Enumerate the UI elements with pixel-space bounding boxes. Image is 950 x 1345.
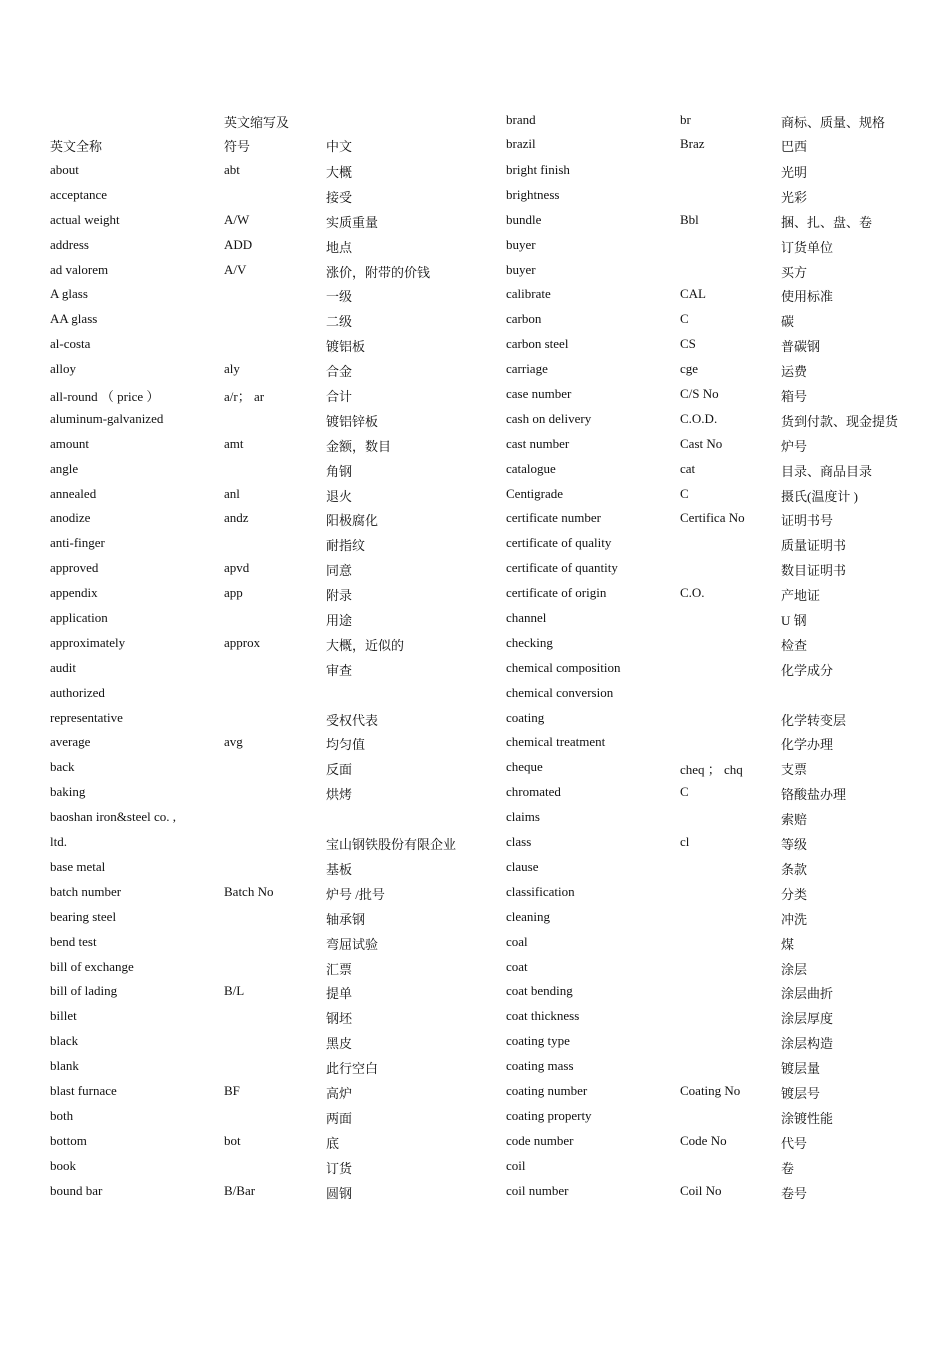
term-chinese: 订货 bbox=[326, 1160, 353, 1176]
term-chinese: 巴西 bbox=[781, 139, 808, 154]
term-abbreviation: CS bbox=[680, 336, 696, 352]
term-english: anti-finger bbox=[50, 535, 105, 551]
term-english: code number bbox=[506, 1132, 574, 1148]
term-english: al-costa bbox=[50, 336, 91, 352]
term-chinese: 货到付款、现金提货 bbox=[781, 413, 899, 429]
term-english: certificate of origin bbox=[506, 585, 607, 601]
term-abbreviation: cat bbox=[680, 460, 696, 476]
term-english: approved bbox=[50, 560, 99, 576]
term-english: coat thickness bbox=[506, 1008, 580, 1024]
term-chinese: 金额，数目 bbox=[326, 438, 392, 454]
term-chinese: 此行空白 bbox=[326, 1061, 379, 1077]
term-english: chemical composition bbox=[506, 659, 621, 675]
term-chinese: 买方 bbox=[781, 264, 808, 280]
term-chinese: 高炉 bbox=[326, 1085, 353, 1101]
term-abbreviation: apvd bbox=[224, 560, 250, 576]
term-abbreviation: cge bbox=[680, 361, 699, 377]
term-english: bill of lading bbox=[50, 983, 118, 999]
term-english: aluminum-galvanized bbox=[50, 410, 164, 426]
term-chinese: 实质重量 bbox=[326, 214, 379, 230]
term-english: certificate number bbox=[506, 510, 601, 526]
term-english: certificate of quantity bbox=[506, 560, 618, 576]
term-chinese: 目录、商品目录 bbox=[781, 463, 873, 479]
term-chinese: 退火 bbox=[326, 488, 353, 504]
term-chinese: 镀铝板 bbox=[326, 339, 366, 355]
term-chinese: 烘烤 bbox=[326, 787, 353, 803]
term-chinese: 卷号 bbox=[781, 1185, 808, 1201]
term-chinese: 钢坯 bbox=[326, 1011, 353, 1027]
term-chinese: 质量证明书 bbox=[781, 538, 847, 554]
term-chinese: 接受 bbox=[326, 189, 353, 205]
term-chinese: 冲洗 bbox=[781, 911, 808, 927]
term-chinese: 炉号 /批号 bbox=[326, 886, 385, 902]
term-english: audit bbox=[50, 659, 76, 675]
term-abbreviation: Coil No bbox=[680, 1182, 722, 1198]
term-chinese: 碳 bbox=[781, 314, 795, 330]
term-english: book bbox=[50, 1157, 76, 1173]
term-english: case number bbox=[506, 386, 572, 402]
term-english: bound bar bbox=[50, 1182, 103, 1198]
term-english: coating number bbox=[506, 1082, 588, 1098]
term-abbreviation: B/L bbox=[224, 983, 245, 999]
term-chinese: 产地证 bbox=[781, 588, 821, 604]
term-english: all-round （ price ） bbox=[50, 389, 160, 405]
term-chinese: 镀层号 bbox=[781, 1085, 821, 1101]
term-abbreviation: BF bbox=[224, 1082, 240, 1098]
term-english: coating mass bbox=[506, 1058, 574, 1074]
term-abbreviation: amt bbox=[224, 435, 244, 451]
term-abbreviation: aly bbox=[224, 361, 240, 377]
term-english: address bbox=[50, 236, 89, 252]
term-chinese: 化学转变层 bbox=[781, 712, 847, 728]
term-abbreviation: Bbl bbox=[680, 211, 699, 227]
term-english: average bbox=[50, 734, 91, 750]
term-chinese: 均匀值 bbox=[326, 737, 366, 753]
term-abbreviation: C bbox=[680, 485, 689, 501]
term-english: authorized bbox=[50, 684, 105, 700]
term-english: blank bbox=[50, 1058, 79, 1074]
term-english: cheque bbox=[506, 759, 543, 775]
term-english: both bbox=[50, 1107, 74, 1123]
term-abbreviation: C.O. bbox=[680, 585, 705, 601]
term-english: chemical treatment bbox=[506, 734, 606, 750]
term-abbreviation: A/W bbox=[224, 211, 250, 227]
term-english: bill of exchange bbox=[50, 958, 134, 974]
term-abbreviation: Cast No bbox=[680, 435, 723, 451]
term-chinese: 分类 bbox=[781, 886, 808, 902]
term-chinese: 卷 bbox=[781, 1160, 795, 1176]
term-abbreviation: Certifica No bbox=[680, 510, 745, 526]
term-chinese: 地点 bbox=[326, 239, 353, 255]
term-abbreviation: abt bbox=[224, 162, 240, 177]
term-chinese: 合金 bbox=[326, 364, 353, 380]
term-english: A glass bbox=[50, 286, 88, 302]
term-english: back bbox=[50, 759, 75, 775]
term-chinese: 大概 bbox=[326, 165, 353, 180]
term-abbreviation: Code No bbox=[680, 1132, 727, 1148]
term-chinese: 圆钢 bbox=[326, 1185, 353, 1201]
term-english: class bbox=[506, 834, 532, 850]
term-chinese: 合计 bbox=[326, 389, 353, 405]
term-chinese: 附录 bbox=[326, 588, 353, 604]
term-chinese: 捆、扎、盘、卷 bbox=[781, 214, 873, 230]
term-abbreviation: Coating No bbox=[680, 1082, 741, 1098]
header-chinese: 中文 bbox=[326, 139, 353, 154]
term-chinese: 商标、质量、规格 bbox=[781, 115, 886, 130]
term-chinese: 普碳钢 bbox=[781, 339, 821, 355]
term-chinese: 使用标准 bbox=[781, 289, 834, 305]
term-chinese: 一级 bbox=[326, 289, 353, 305]
term-english: checking bbox=[506, 634, 553, 650]
term-chinese: 代号 bbox=[781, 1135, 808, 1151]
term-english: clause bbox=[506, 858, 539, 874]
term-english: coating bbox=[506, 709, 545, 725]
term-english: bend test bbox=[50, 933, 97, 949]
term-english: representative bbox=[50, 709, 123, 725]
term-chinese: 摄氏(温度计 ) bbox=[781, 488, 858, 504]
term-chinese: 煤 bbox=[781, 936, 795, 952]
term-english: certificate of quality bbox=[506, 535, 612, 551]
term-chinese: 涨价，附带的价钱 bbox=[326, 264, 431, 280]
term-english: application bbox=[50, 610, 108, 626]
term-english: chemical conversion bbox=[506, 684, 614, 700]
term-english: coat bbox=[506, 958, 528, 974]
term-abbreviation: C.O.D. bbox=[680, 410, 718, 426]
term-chinese: 涂层构造 bbox=[781, 1036, 834, 1052]
term-chinese: 轴承钢 bbox=[326, 911, 366, 927]
term-chinese: 涂镀性能 bbox=[781, 1110, 834, 1126]
term-english: Centigrade bbox=[506, 485, 564, 501]
term-english: bottom bbox=[50, 1132, 87, 1148]
term-chinese: 光彩 bbox=[781, 189, 808, 205]
term-english: actual weight bbox=[50, 211, 120, 227]
term-english: blast furnace bbox=[50, 1082, 117, 1098]
term-english: AA glass bbox=[50, 311, 98, 327]
term-abbreviation: CAL bbox=[680, 286, 706, 302]
term-abbreviation: app bbox=[224, 585, 243, 601]
term-abbreviation: a/r； ar bbox=[224, 389, 265, 405]
term-abbreviation: C bbox=[680, 311, 689, 327]
term-chinese: 索赔 bbox=[781, 812, 808, 828]
term-chinese: 底 bbox=[326, 1135, 340, 1151]
term-chinese: 两面 bbox=[326, 1110, 353, 1126]
term-chinese: 宝山钢铁股份有限企业 bbox=[326, 837, 457, 853]
term-abbreviation: Braz bbox=[680, 136, 705, 151]
term-abbreviation: anl bbox=[224, 485, 240, 501]
term-abbreviation: Batch No bbox=[224, 883, 274, 899]
term-english: carbon steel bbox=[506, 336, 569, 352]
term-abbreviation: br bbox=[680, 112, 691, 127]
term-chinese: 用途 bbox=[326, 613, 353, 629]
term-chinese: 条款 bbox=[781, 861, 808, 877]
term-english: annealed bbox=[50, 485, 97, 501]
term-abbreviation: C/S No bbox=[680, 386, 719, 402]
term-chinese: 大概，近似的 bbox=[326, 637, 405, 653]
term-chinese: 支票 bbox=[781, 762, 808, 778]
term-chinese: 弯屈试验 bbox=[326, 936, 379, 952]
term-english: classification bbox=[506, 883, 575, 899]
term-chinese: 阳极腐化 bbox=[326, 513, 379, 529]
term-english: bundle bbox=[506, 211, 542, 227]
term-chinese: 镀铝锌板 bbox=[326, 413, 379, 429]
term-chinese: 涂层曲折 bbox=[781, 986, 834, 1002]
term-chinese: 涂层 bbox=[781, 961, 808, 977]
term-english: approximately bbox=[50, 634, 126, 650]
term-abbreviation: approx bbox=[224, 634, 261, 650]
term-chinese: 耐指纹 bbox=[326, 538, 366, 554]
term-english: about bbox=[50, 162, 79, 177]
term-chinese: 铬酸盐办理 bbox=[781, 787, 847, 803]
term-chinese: 受权代表 bbox=[326, 712, 379, 728]
term-chinese: U 钢 bbox=[781, 613, 807, 629]
term-chinese: 光明 bbox=[781, 165, 808, 180]
header-abbr-line2: 符号 bbox=[224, 139, 251, 154]
term-english: channel bbox=[506, 610, 547, 626]
term-english: black bbox=[50, 1033, 79, 1049]
term-english: bearing steel bbox=[50, 908, 117, 924]
term-english: baking bbox=[50, 784, 86, 800]
term-english: batch number bbox=[50, 883, 122, 899]
term-chinese: 炉号 bbox=[781, 438, 808, 454]
term-abbreviation: ADD bbox=[224, 236, 253, 252]
term-chinese: 等级 bbox=[781, 837, 808, 853]
term-english: chromated bbox=[506, 784, 561, 800]
term-abbreviation: A/V bbox=[224, 261, 247, 277]
term-english: cleaning bbox=[506, 908, 551, 924]
term-chinese: 运费 bbox=[781, 364, 808, 380]
term-chinese: 反面 bbox=[326, 762, 353, 778]
term-english: bright finish bbox=[506, 162, 570, 177]
term-chinese: 检查 bbox=[781, 637, 808, 653]
term-chinese: 黑皮 bbox=[326, 1036, 353, 1052]
term-english: alloy bbox=[50, 361, 76, 377]
term-chinese: 订货单位 bbox=[781, 239, 834, 255]
term-abbreviation: B/Bar bbox=[224, 1182, 256, 1198]
term-chinese: 涂层厚度 bbox=[781, 1011, 834, 1027]
term-abbreviation: avg bbox=[224, 734, 243, 750]
term-english: acceptance bbox=[50, 186, 108, 202]
term-chinese: 同意 bbox=[326, 563, 353, 579]
term-english: calibrate bbox=[506, 286, 551, 302]
term-chinese: 化学成分 bbox=[781, 662, 834, 678]
term-english: buyer bbox=[506, 236, 536, 252]
term-chinese: 审查 bbox=[326, 662, 353, 678]
term-english: brazil bbox=[506, 136, 536, 151]
term-english: billet bbox=[50, 1008, 77, 1024]
term-english: angle bbox=[50, 460, 79, 476]
term-english: coat bending bbox=[506, 983, 573, 999]
term-english: coating type bbox=[506, 1033, 570, 1049]
term-english: cast number bbox=[506, 435, 570, 451]
term-chinese: 证明书号 bbox=[781, 513, 834, 529]
term-chinese: 镀层量 bbox=[781, 1061, 821, 1077]
term-chinese: 角钢 bbox=[326, 463, 353, 479]
header-abbr-line1: 英文缩写及 bbox=[224, 115, 290, 130]
term-english: claims bbox=[506, 809, 540, 825]
term-english: ad valorem bbox=[50, 261, 109, 277]
term-chinese: 提单 bbox=[326, 986, 353, 1002]
term-abbreviation: cl bbox=[680, 834, 690, 850]
term-english: buyer bbox=[506, 261, 536, 277]
term-english: amount bbox=[50, 435, 89, 451]
term-english: appendix bbox=[50, 585, 98, 601]
term-english: coal bbox=[506, 933, 528, 949]
term-chinese: 汇票 bbox=[326, 961, 353, 977]
term-abbreviation: andz bbox=[224, 510, 249, 526]
term-english: cash on delivery bbox=[506, 410, 592, 426]
term-abbreviation: cheq ； chq bbox=[680, 762, 743, 778]
header-full-name: 英文全称 bbox=[50, 139, 103, 154]
term-english: carbon bbox=[506, 311, 542, 327]
term-english: baoshan iron&steel co. , bbox=[50, 809, 176, 825]
term-chinese: 二级 bbox=[326, 314, 353, 330]
term-chinese: 化学办理 bbox=[781, 737, 834, 753]
term-english: coil bbox=[506, 1157, 526, 1173]
term-english: brand bbox=[506, 112, 536, 127]
term-english: base metal bbox=[50, 858, 106, 874]
term-chinese: 数目证明书 bbox=[781, 563, 847, 579]
term-english: coil number bbox=[506, 1182, 569, 1198]
term-english: brightness bbox=[506, 186, 560, 202]
term-chinese: 箱号 bbox=[781, 389, 808, 405]
term-abbreviation: bot bbox=[224, 1132, 241, 1148]
term-english: catalogue bbox=[506, 460, 556, 476]
term-english: ltd. bbox=[50, 834, 67, 850]
term-abbreviation: C bbox=[680, 784, 689, 800]
term-english: carriage bbox=[506, 361, 548, 377]
term-english: coating property bbox=[506, 1107, 592, 1123]
term-english: anodize bbox=[50, 510, 91, 526]
term-chinese: 基板 bbox=[326, 861, 353, 877]
